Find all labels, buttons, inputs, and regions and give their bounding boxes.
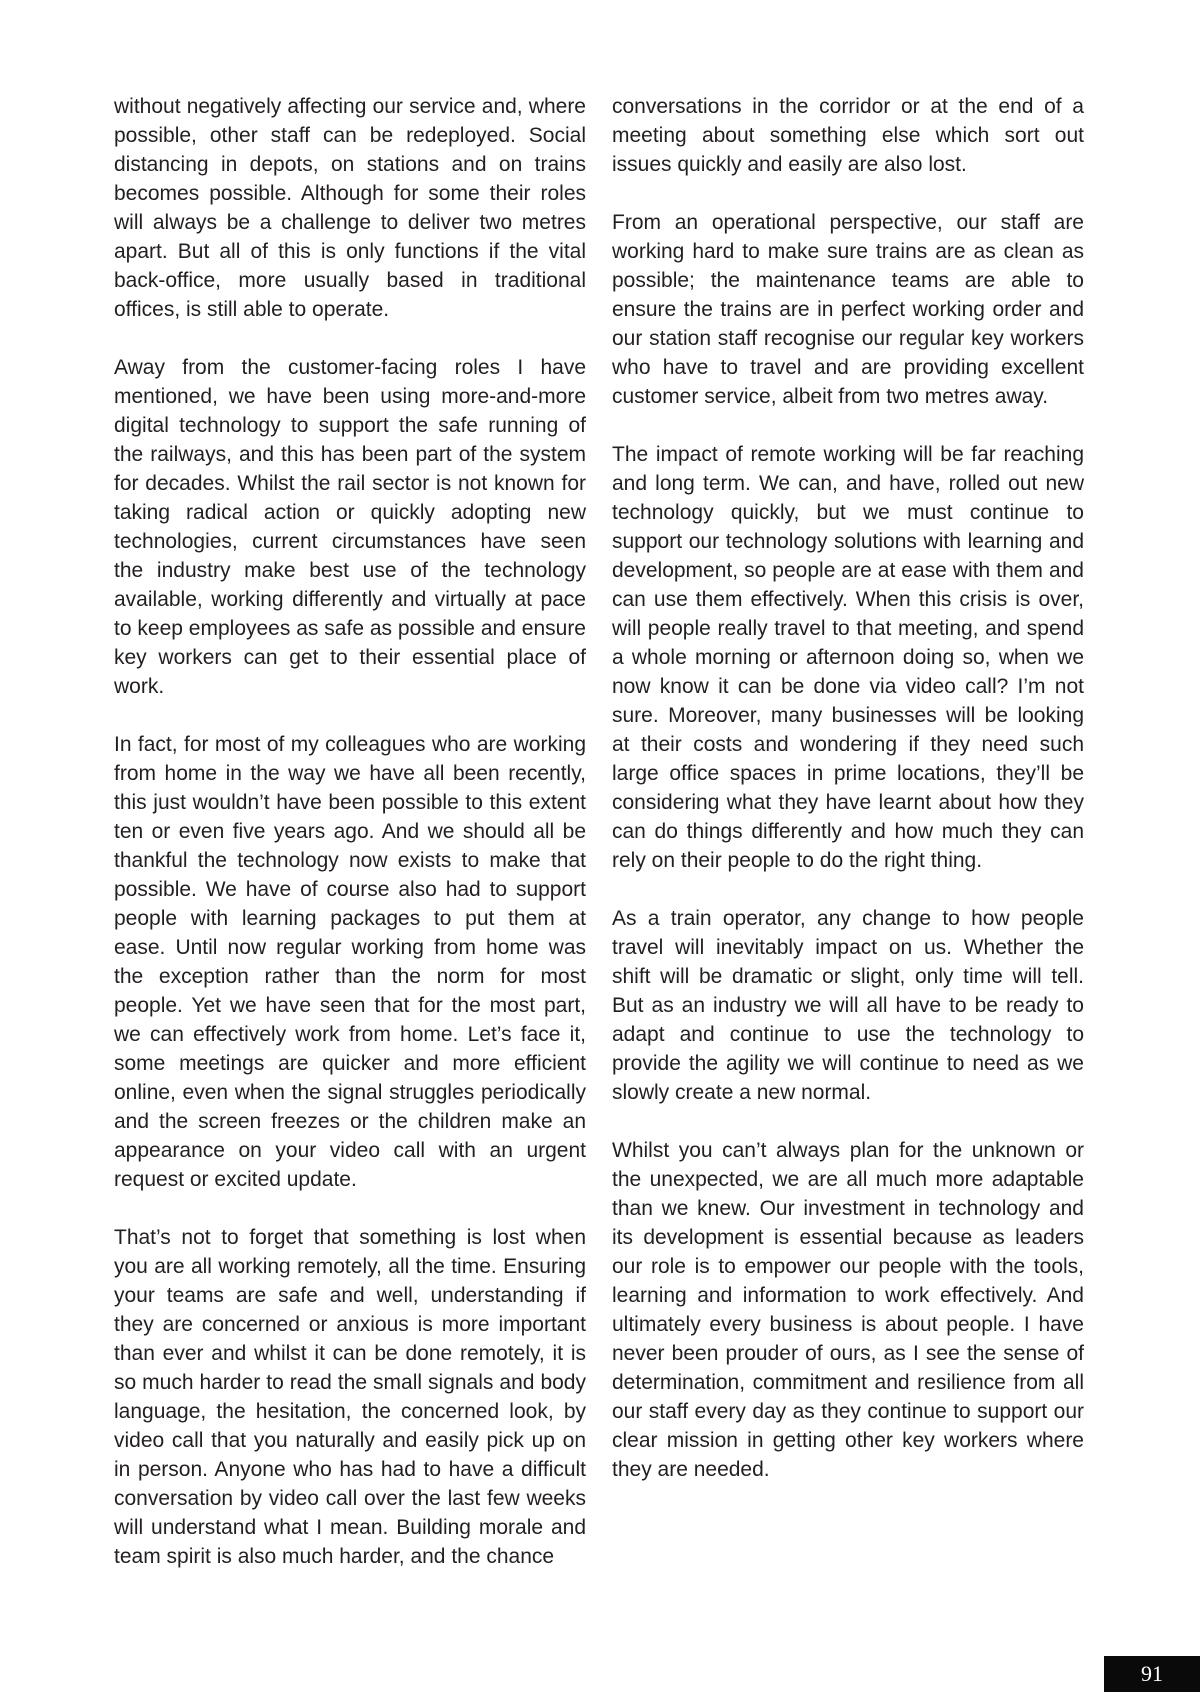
left-column bbox=[114, 92, 586, 1571]
paragraph: conversations in the corridor or at the end of a meeting about something else which sort out issues quickly and easily are also lost. bbox=[612, 95, 1084, 176]
right-column bbox=[612, 92, 1084, 1484]
paragraph: The impact of remote working will be far reaching and long term. We can, and have, rolled out new technology quickly, but we must continue to support our technology solutions with learning and development, so people are at ease with them and can use them effectively. When this crisis is over, will people really travel to that meeting, and spend a whole morning or afternoon doing so, when we now know it can be done via video call? I’m not sure. Moreover, many businesses will be looking at their costs and wondering if they need such large office spaces in prime locations, they’ll be considering what they have learnt about how they can do things differently and how much they can rely on their people to do the right thing. bbox=[612, 443, 1084, 872]
paragraph: Away from the customer-facing roles I have mentioned, we have been using more-and-more digital technology to support the safe running of the railways, and this has been part of the system for decades. Whilst the rail sector is not known for taking radical action or quickly adopting new technologies, current circumstances have seen the industry make best use of the technology available, working differently and virtually at pace to keep employees as safe as possible and ensure key workers can get to their essential place of work. bbox=[114, 356, 586, 698]
paragraph: In fact, for most of my colleagues who are working from home in the way we have all been recently, this just wouldn’t have been possible to this extent ten or even five years ago. And we should all be thankful the technology now exists to make that possible. We have of course also had to support people with learning packages to put them at ease. Until now regular working from home was the exception rather than the norm for most people. Yet we have seen that for the most part, we can effectively work from home. Let’s face it, some meetings are quicker and more efficient online, even when the signal struggles periodically and the screen freezes or the children make an appearance on your video call with an urgent request or excited update. bbox=[114, 733, 586, 1191]
paragraph: without negatively affecting our service and, where possible, other staff can be redeployed. Social distancing in depots, on stations and on trains becomes possible. Although for some their roles will always be a challenge to deliver two metres apart. But all of this is only functions if the vital back-office, more usually based in traditional offices, is still able to operate. bbox=[114, 95, 586, 321]
paragraph: Whilst you can’t always plan for the unknown or the unexpected, we are all much more adaptable than we knew. Our investment in technology and its development is essential because as leaders our role is to empower our people with the tools, learning and information to work effectively. And ultimately every business is about people. I have never been prouder of ours, as I see the sense of determination, commitment and resilience from all our staff every day as they continue to support our clear mission in getting other key workers where they are needed. bbox=[612, 1139, 1084, 1481]
paragraph: As a train operator, any change to how people travel will inevitably impact on us. Whether the shift will be dramatic or slight, only time will tell. But as an industry we will all have to be ready to adapt and continue to use the technology to provide the agility we will continue to need as we slowly create a new normal. bbox=[612, 907, 1084, 1104]
paragraph: That’s not to forget that something is lost when you are all working remotely, all the time. Ensuring your teams are safe and well, understanding if they are concerned or anxious is more important than ever and whilst it can be done remotely, it is so much harder to read the small signals and body language, the hesitation, the concerned look, by video call that you naturally and easily pick up on in person. Anyone who has had to have a difficult conversation by video call over the last few weeks will understand what I mean. Building morale and team spirit is also much harder, and the chance bbox=[114, 1226, 586, 1568]
paragraph: From an operational perspective, our staff are working hard to make sure trains are as clean as possible; the maintenance teams are able to ensure the trains are in perfect working order and our station staff recognise our regular key workers who have to travel and are providing excellent customer service, albeit from two metres away. bbox=[612, 211, 1084, 408]
page-number: 91 bbox=[1104, 1656, 1200, 1692]
